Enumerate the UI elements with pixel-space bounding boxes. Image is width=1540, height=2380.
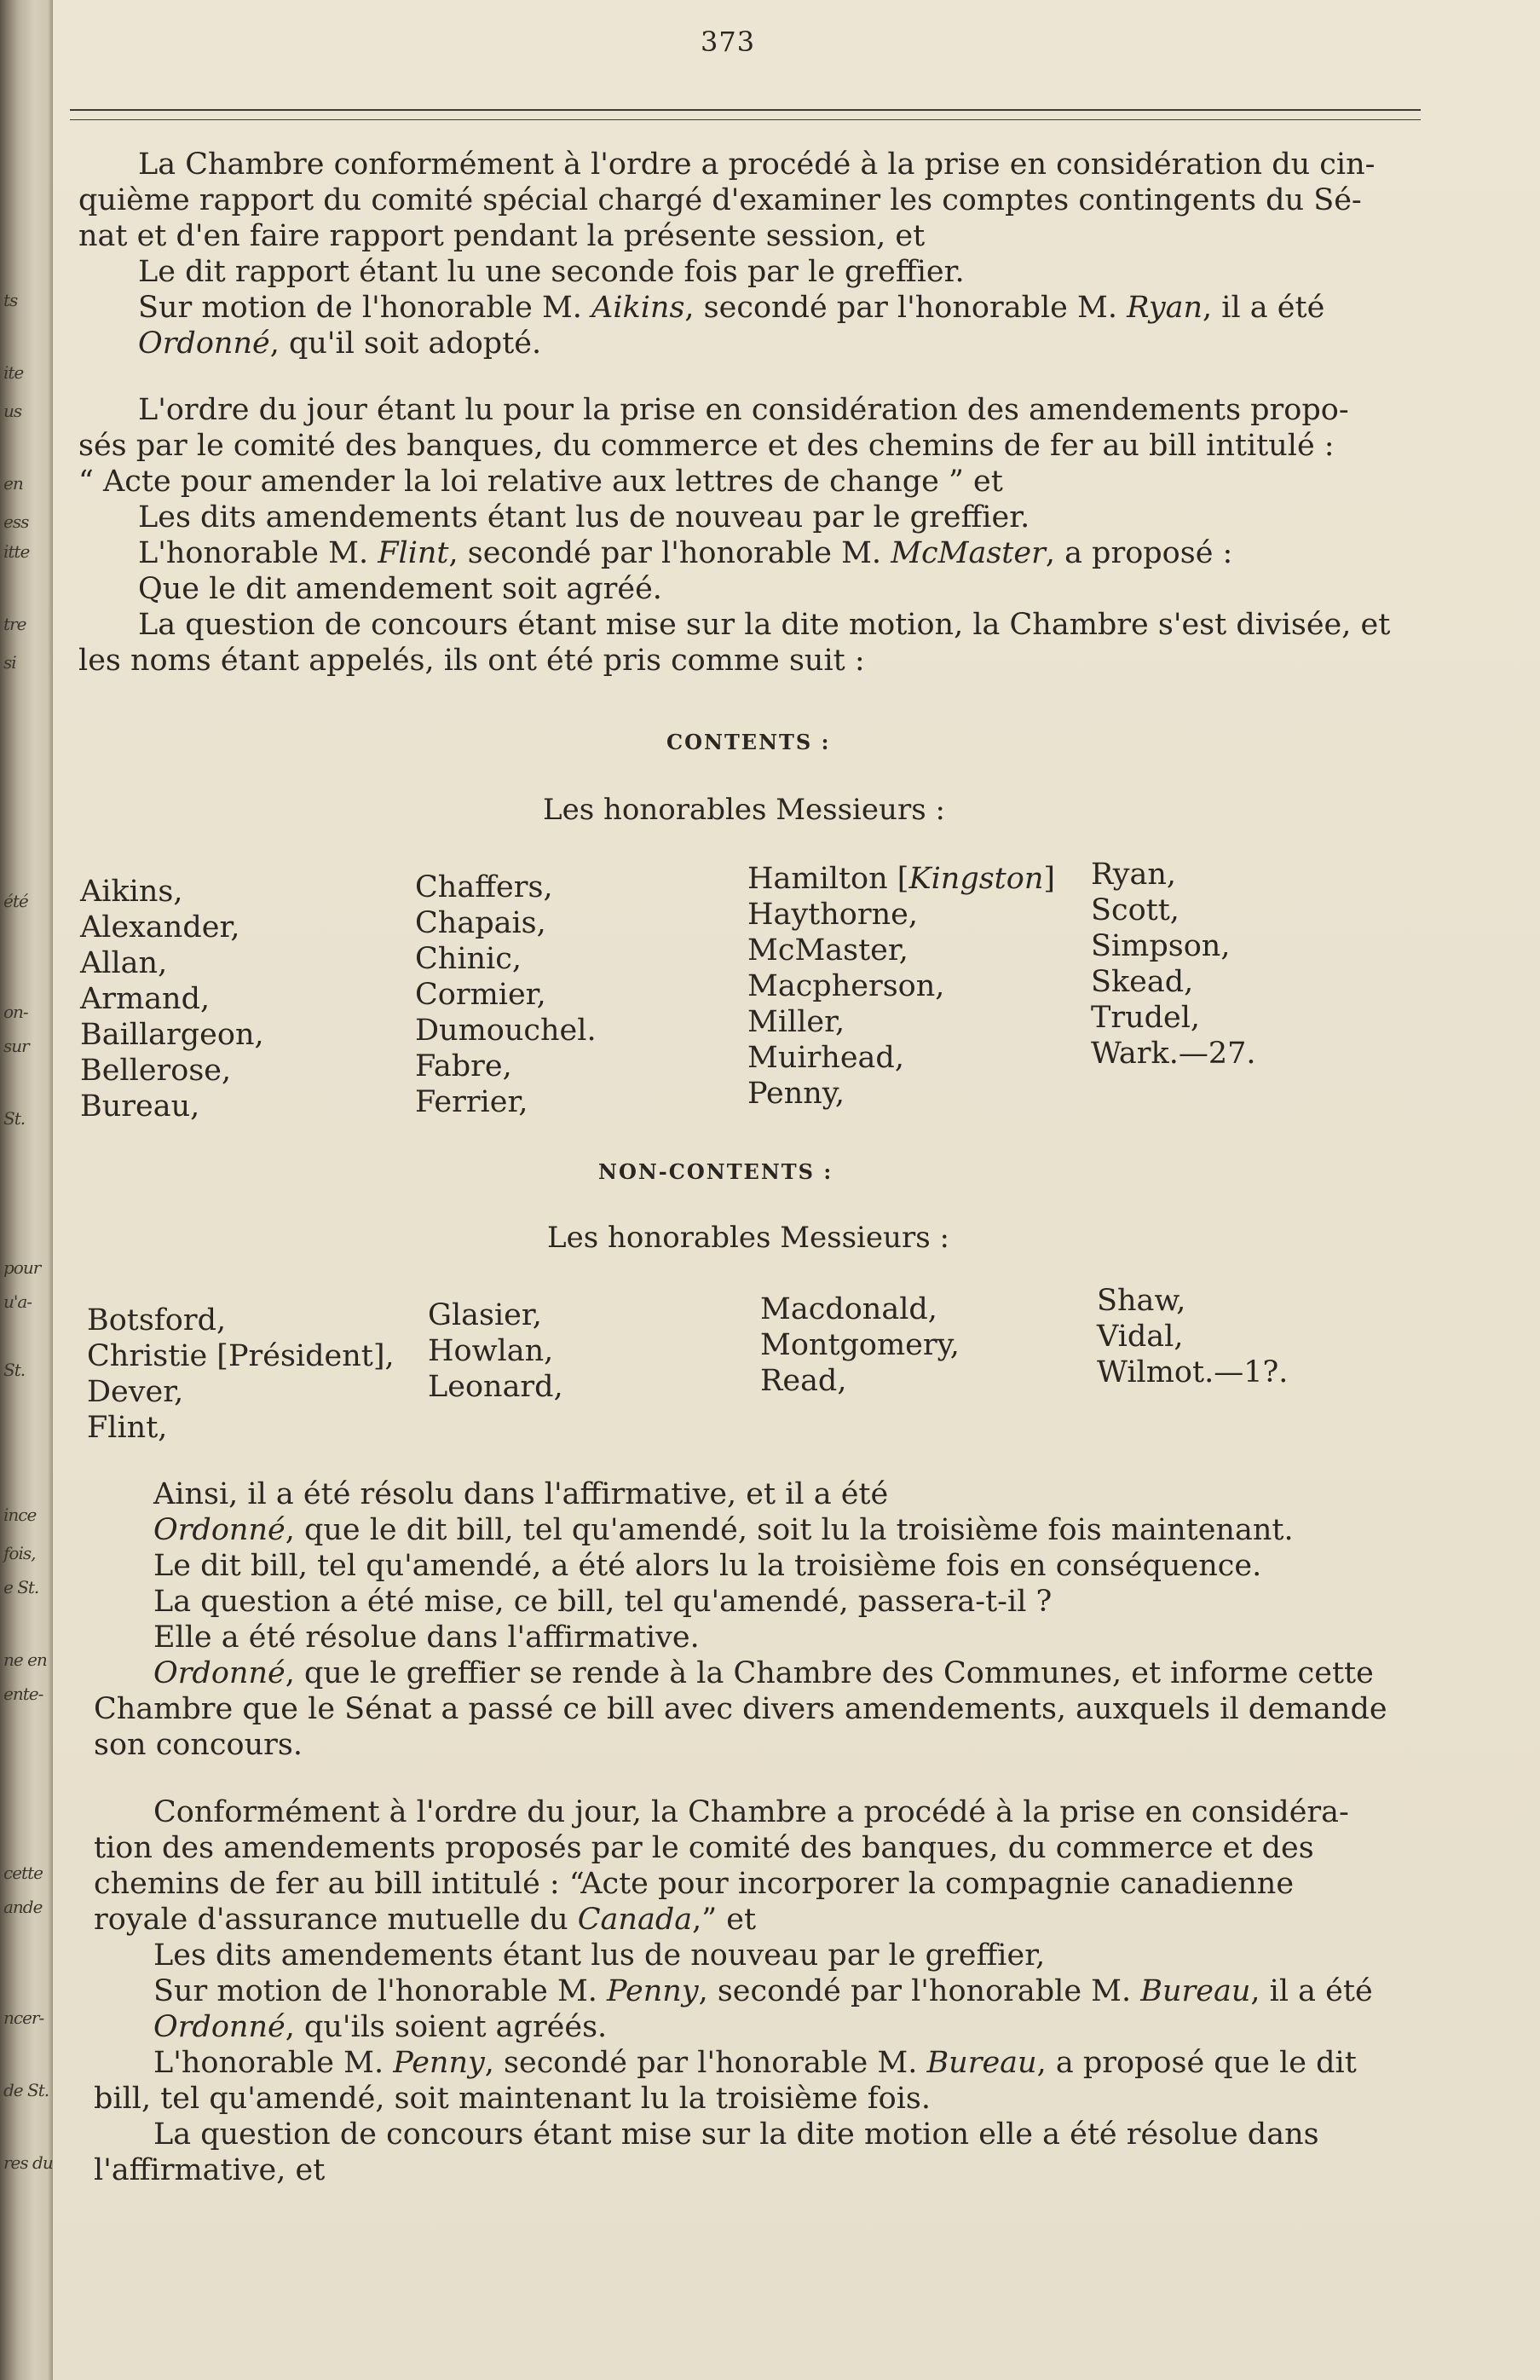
text-line: La question a été mise, ce bill, tel qu'amendé, passera-t-il ?: [153, 1585, 1053, 1619]
text-line: son concours.: [94, 1728, 303, 1762]
text-line: “ Acte pour amender la loi relative aux lettres de change ” et: [78, 465, 1003, 499]
senator-name: Chapais,: [415, 906, 546, 940]
senator-name: Miller,: [747, 1005, 845, 1039]
contents-column-4: [1091, 857, 1256, 1072]
contents-column-2: [415, 869, 597, 1120]
gutter-fragment: u'a-: [3, 1291, 32, 1312]
gutter-fragment: St.: [3, 1360, 26, 1380]
senator-name: Shaw,: [1097, 1284, 1186, 1318]
senator-name: Skead,: [1091, 965, 1194, 999]
gutter-fragment: ite: [3, 362, 24, 383]
text-line: Le dit rapport étant lu une seconde fois par le greffier.: [138, 255, 965, 289]
senator-name: Chinic,: [415, 942, 522, 976]
gutter-fragment: itte: [3, 541, 30, 562]
gutter-fragment: ince: [3, 1505, 37, 1525]
senator-name: Penny: [393, 2046, 485, 2080]
senator-name: Trudel,: [1091, 1001, 1201, 1035]
text-line: quième rapport du comité spécial chargé d'examiner les comptes contingents du Sé-: [78, 183, 1362, 217]
senator-name: Aikins,: [80, 875, 183, 909]
senator-name: Ferrier,: [415, 1085, 528, 1119]
senator-name: Simpson,: [1091, 929, 1231, 963]
text-line: Les dits amendements étant lus de nouveau par le greffier.: [138, 500, 1030, 534]
senator-name: Fabre,: [415, 1049, 512, 1083]
text-line: Que le dit amendement soit agréé.: [138, 572, 662, 606]
header-rule-thin: [70, 119, 1421, 120]
text-line: Ordonné, que le greffier se rende à la Chambre des Communes, et informe cette: [153, 1656, 1374, 1690]
non-contents-column-4: [1097, 1283, 1288, 1390]
senator-name: McMaster: [891, 536, 1046, 570]
contents-heading: CONTENTS :: [666, 730, 831, 754]
gutter-fragment: res du: [3, 2152, 53, 2173]
gutter-fragment: us: [3, 401, 22, 421]
text-line: Le dit bill, tel qu'amendé, a été alors lu la troisième fois en conséquence.: [153, 1549, 1262, 1583]
senator-name: Howlan,: [428, 1334, 554, 1368]
senator-name: Bureau,: [80, 1089, 200, 1124]
header-rule: [70, 109, 1421, 111]
non-contents-subheading: Les honorables Messieurs :: [547, 1221, 949, 1255]
senator-name: Vidal,: [1097, 1320, 1184, 1354]
text-line: La question de concours étant mise sur la dite motion, la Chambre s'est divisée, et: [138, 608, 1391, 642]
senator-name: Penny: [607, 1974, 699, 2008]
senator-name: Bureau: [926, 2046, 1037, 2080]
gutter-fragment: ente-: [3, 1684, 43, 1704]
senator-name: Ryan: [1127, 291, 1203, 325]
senator-name: Botsford,: [87, 1303, 227, 1337]
non-contents-column-3: [760, 1291, 960, 1399]
text-line: l'affirmative, et: [94, 2153, 326, 2187]
text-line: L'honorable M. Flint, secondé par l'honorable M. McMaster, a proposé :: [138, 536, 1233, 570]
senator-name: Read,: [760, 1364, 847, 1398]
senator-name: Flint,: [87, 1411, 168, 1445]
contents-column-3: [747, 861, 1055, 1112]
senator-name: Armand,: [80, 982, 211, 1016]
paragraph-insurance-bill: [94, 1794, 1457, 2188]
text-line: Elle a été résolue dans l'affirmative.: [153, 1620, 700, 1655]
senator-name: Muirhead,: [747, 1041, 904, 1075]
gutter-fragment: si: [3, 652, 16, 673]
paragraph-third-reading: [94, 1476, 1457, 1763]
senator-name: Hamilton [Kingston]: [747, 862, 1056, 896]
senator-name: Chaffers,: [415, 870, 553, 904]
senator-name: Haythorne,: [747, 898, 918, 932]
gutter-fragment: on-: [3, 1002, 28, 1022]
gutter-fragment: tre: [3, 614, 26, 634]
senator-name: Glasier,: [428, 1298, 542, 1332]
contents-subheading: Les honorables Messieurs :: [543, 793, 945, 827]
gutter-fragment: en: [3, 473, 23, 494]
gutter-fragment: e St.: [3, 1577, 39, 1597]
text-line: La question de concours étant mise sur la dite motion elle a été résolue dans: [153, 2117, 1319, 2152]
text-line: Sur motion de l'honorable M. Penny, secondé par l'honorable M. Bureau, il a été: [153, 1974, 1373, 2008]
text-line: L'honorable M. Penny, secondé par l'honorable M. Bureau, a proposé que le dit: [153, 2046, 1357, 2080]
senator-name: Aikins: [591, 291, 685, 325]
senator-name: Wilmot.—1?.: [1097, 1355, 1289, 1389]
text-line: les noms étant appelés, ils ont été pris comme suit :: [78, 644, 865, 678]
binding-gutter: [0, 0, 53, 2380]
journal-page: [53, 0, 1540, 2380]
paragraph-fifth-report: [78, 147, 1442, 361]
gutter-fragment: ess: [3, 511, 29, 532]
senator-name: Montgomery,: [760, 1328, 960, 1362]
gutter-fragment: ne en: [3, 1649, 47, 1670]
gutter-fragment: St.: [3, 1108, 26, 1129]
text-line: Ordonné, qu'il soit adopté.: [138, 326, 542, 361]
gutter-fragment: de St.: [3, 2080, 49, 2100]
non-contents-column-2: [428, 1297, 563, 1405]
senator-name: Scott,: [1091, 893, 1180, 927]
senator-name: Macdonald,: [760, 1292, 937, 1326]
gutter-fragment: ande: [3, 1897, 43, 1917]
gutter-fragment: cette: [3, 1863, 43, 1883]
page-number: 373: [701, 26, 756, 58]
text-line: tion des amendements proposés par le comité des banques, du commerce et des: [94, 1831, 1314, 1865]
text-line: Ainsi, il a été résolu dans l'affirmative, et il a été: [153, 1477, 889, 1511]
senator-name: Macpherson,: [747, 969, 945, 1003]
senator-name: Dumouchel.: [415, 1014, 597, 1048]
senator-name: Bellerose,: [80, 1054, 232, 1088]
non-contents-column-1: [87, 1303, 395, 1446]
text-line: royale d'assurance mutuelle du Canada,” et: [94, 1903, 757, 1937]
senator-name: Alexander,: [80, 910, 240, 944]
text-line: bill, tel qu'amendé, soit maintenant lu la troisième fois.: [94, 2082, 931, 2116]
text-line: Chambre que le Sénat a passé ce bill avec divers amendements, auxquels il demande: [94, 1692, 1387, 1726]
gutter-fragment: été: [3, 891, 28, 911]
senator-name: Christie [Président],: [87, 1339, 395, 1373]
text-line: Conformément à l'ordre du jour, la Chambre a procédé à la prise en considéra-: [153, 1795, 1349, 1829]
senator-name: Ryan,: [1091, 858, 1177, 892]
gutter-fragment: ncer-: [3, 2007, 44, 2028]
gutter-fragment: sur: [3, 1036, 29, 1056]
text-line: sés par le comité des banques, du commerce et des chemins de fer au bill intitulé :: [78, 429, 1335, 463]
senator-name: Penny,: [747, 1077, 845, 1111]
senator-name: Leonard,: [428, 1370, 563, 1404]
text-line: L'ordre du jour étant lu pour la prise en considération des amendements propo-: [138, 393, 1349, 427]
gutter-fragment: pour: [3, 1257, 41, 1278]
senator-name: Allan,: [80, 946, 168, 980]
gutter-fragment: ts: [3, 290, 18, 310]
text-line: Les dits amendements étant lus de nouveau par le greffier,: [153, 1938, 1046, 1973]
senator-name: Dever,: [87, 1375, 184, 1409]
senator-name: Bureau: [1140, 1974, 1251, 2008]
senator-name: Wark.—27.: [1091, 1037, 1256, 1071]
text-line: nat et d'en faire rapport pendant la présente session, et: [78, 219, 926, 253]
text-line: La Chambre conformément à l'ordre a procédé à la prise en considération du cin-: [138, 147, 1376, 182]
paragraph-bills-of-exchange: [78, 392, 1442, 679]
non-contents-heading: NON-CONTENTS :: [598, 1159, 833, 1184]
text-line: Ordonné, que le dit bill, tel qu'amendé, soit lu la troisième fois maintenant.: [153, 1513, 1294, 1547]
senator-name: McMaster,: [747, 933, 908, 968]
contents-column-1: [80, 874, 264, 1124]
text-line: chemins de fer au bill intitulé : “Acte pour incorporer la compagnie canadienne: [94, 1867, 1295, 1901]
text-line: Ordonné, qu'ils soient agréés.: [153, 2010, 608, 2044]
senator-name: Baillargeon,: [80, 1018, 264, 1052]
gutter-fragment: fois,: [3, 1543, 36, 1563]
senator-name: Cormier,: [415, 978, 546, 1012]
senator-name: Flint: [378, 536, 449, 570]
text-line: Sur motion de l'honorable M. Aikins, secondé par l'honorable M. Ryan, il a été: [138, 291, 1325, 325]
